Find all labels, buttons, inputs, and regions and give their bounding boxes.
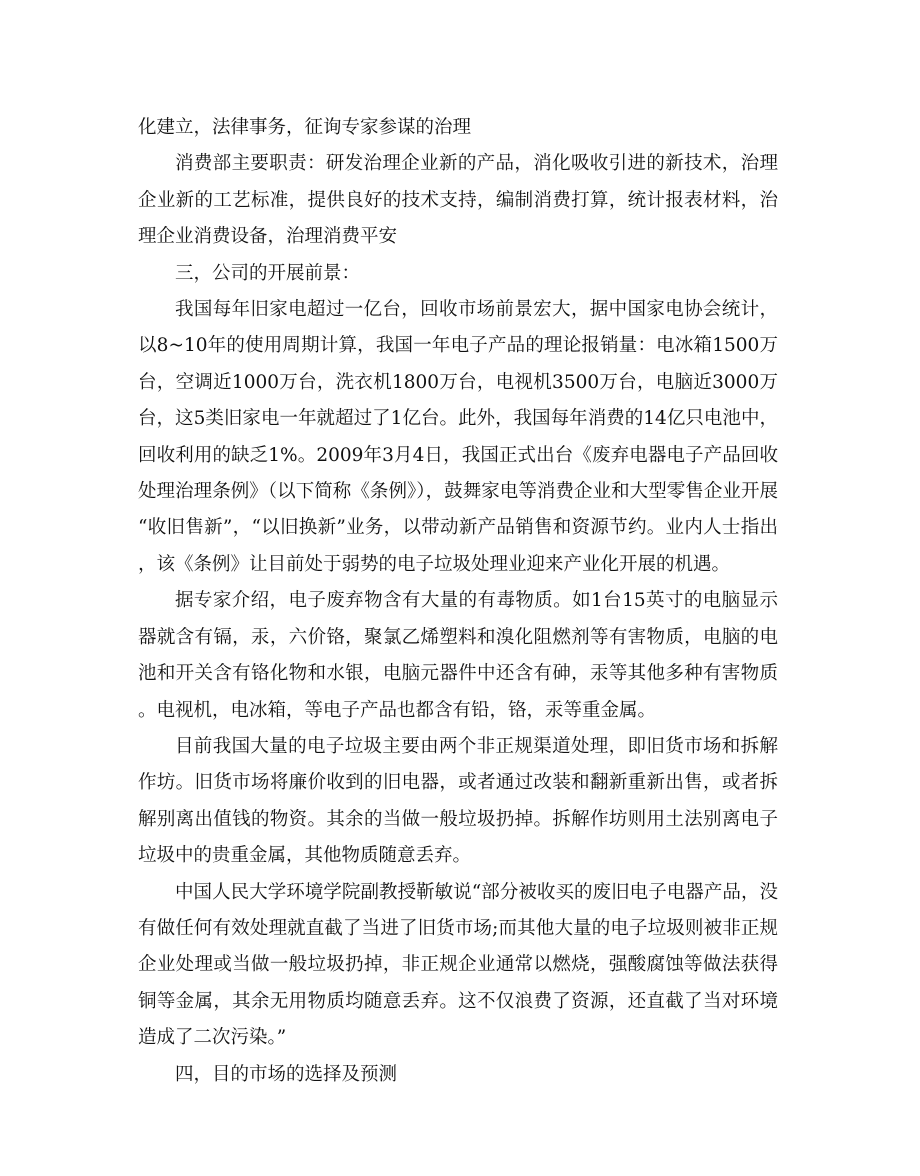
document-body (138, 110, 778, 1093)
paragraph-recycling-market: 我国每年旧家电超过一亿台，回收市场前景宏大，据中国家电协会统计，以8~10年的使用周期计算，我国一年电子产品的理论报销量：电冰箱1500万台，空调近1000万台，洗衣机1800万台，电视机3500万台，电脑近3000万台，这5类旧家电一年就超过了1亿台。此外，我国每年消费的14亿只电池中，回收利用的缺乏1%。2009年3月4日，我国正式出台《废弃电器电子产品回收处理治理条例》（以下简称《条例》），鼓舞家电等消费企业和大型零售企业开展“收旧售新”，“以旧换新”业务，以带动新产品销售和资源节约。业内人士指出，该《条例》让目前处于弱势的电子垃圾处理业迎来产业化开展的机遇。 (138, 299, 778, 575)
paragraph-informal-channels: 目前我国大量的电子垃圾主要由两个非正规渠道处理，即旧货市场和拆解作坊。旧货市场将廉价收到的旧电器，或者通过改装和翻新重新出售，或者拆解别离出值钱的物资。其余的当做一般垃圾扔掉。拆解作坊则用土法别离电子垃圾中的贵重金属，其他物质随意丢弃。 (138, 735, 778, 867)
paragraph-production-dept-duties: 消费部主要职责：研发治理企业新的产品，消化吸收引进的新技术，治理企业新的工艺标准，提供良好的技术支持，编制消费打算，统计报表材料，治理企业消费设备，治理消费平安 (138, 153, 778, 248)
paragraph-toxic-substances: 据专家介绍，电子废弃物含有大量的有毒物质。如1台15英寸的电脑显示器就含有镉，汞，六价铬，聚氯乙烯塑料和溴化阻燃剂等有害物质，电脑的电池和开关含有铬化物和水银，电脑元器件中还含有砷，汞等其他多种有害物质。电视机，电冰箱，等电子产品也都含有铅，铬，汞等重金属。 (138, 590, 778, 721)
section-heading-development-prospects: 三，公司的开展前景： (175, 262, 361, 284)
section-heading-target-market: 四，目的市场的选择及预测 (175, 1063, 398, 1085)
paragraph-continuation: 化建立，法律事务，征询专家参谋的治理 (138, 117, 472, 138)
paragraph-expert-quote: 中国人民大学环境学院副教授靳敏说“部分被收买的废旧电子电器产品，没有做任何有效处理就直截了当进了旧货市场;而其他大量的电子垃圾则被非正规企业处理或当做一般垃圾扔掉，非正规企业通常以燃烧，强酸腐蚀等做法获得铜等金属，其余无用物质均随意丢弃。这不仅浪费了资源，还直截了当对环境造成了二次污染。” (138, 881, 778, 1049)
